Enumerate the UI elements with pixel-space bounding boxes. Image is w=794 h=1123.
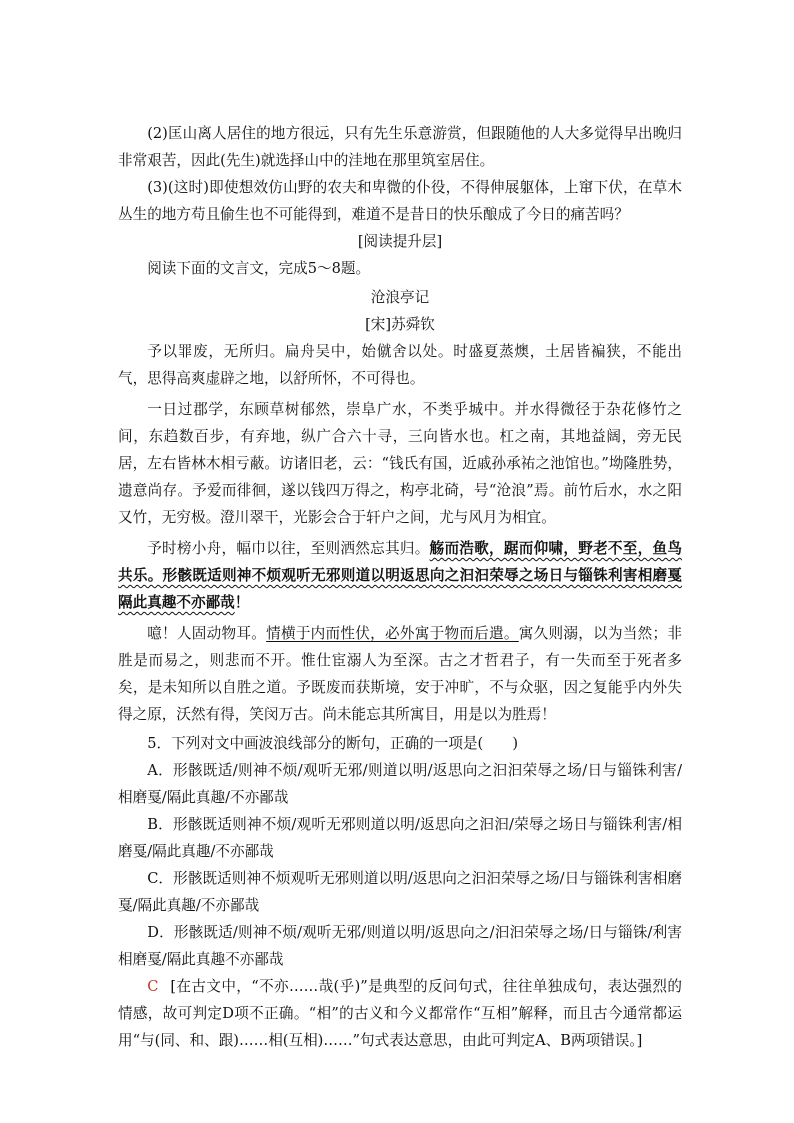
- answer-explanation: [118, 973, 682, 1054]
- essay-paragraph-4-lead: 噫！人固动物耳。: [147, 625, 267, 642]
- essay-paragraph-2: 一日过郡学，东顾草树郁然，崇阜广水，不类乎城中。并水得微径于杂花修竹之间，东趋数百步，有弃地，纵广合六十寻，三向皆水也。杠之南，其地益阔，旁无民居，左右皆林木相亏蔽。访诸旧老，云：“钱氏有国，近戚孙承祐之池馆也。”坳隆胜势，遗意尚存。予爱而徘徊，遂以钱四万得之，构亭北碕，号“沧浪”焉。前竹后水，水之阳又竹，无穷极。澄川翠干，光影会合于轩户之间，尤与风月为相宜。: [118, 401, 682, 526]
- option-d: D．形骸既适/则神不烦/观听无邪/则道以明/返思向之/汩汩荣辱之场/日与锱铢/利害相磨戛/隔此真趣不亦鄙哉: [118, 924, 682, 968]
- essay-paragraph-3: [118, 535, 682, 616]
- essay-paragraph-3-end: ！: [234, 594, 250, 611]
- instruction: 阅读下面的文言文，完成5～8题。: [147, 260, 371, 277]
- translation-sentence-2: (2)匡山离人居住的地方很远，只有先生乐意游赏，但跟随他的人大多觉得早出晚归非常艰苦，因此(先生)就选择山中的洼地在那里筑室居住。: [118, 125, 682, 169]
- underlined-sentence: 情横于内而性伏，必外寓于物而后遣。: [266, 625, 519, 642]
- essay-paragraph-1: 予以罪废，无所归。扁舟吴中，始僦舍以处。时盛夏蒸燠，土居皆褊狭，不能出气，思得高爽虚辟之地，以舒所怀，不可得也。: [118, 343, 682, 387]
- option-c: C．形骸既适则神不烦观听无邪则道以明/返思向之汩汩荣辱之场/日与锱铢利害相磨戛/隔此真趣/不亦鄙哉: [118, 870, 682, 914]
- essay-title: 沧浪亭记: [370, 289, 430, 306]
- essay-author: [宋]苏舜钦: [365, 316, 435, 333]
- essay-paragraph-4-rest: 寓久则溺，以为当然；非胜是而易之，则悲而不开。惟仕宦溺人为至深。古之才哲君子，有一失而至于死者多矣，是未知所以自胜之道。予既废而获斯境，安于冲旷，不与众驱，因之复能乎内外失得之原，沃然有得，笑闵万古。尚未能忘其所寓目，用是以为胜焉！: [118, 625, 682, 723]
- question-stem: 5．下列对文中画波浪线部分的断句，正确的一项是( ): [147, 735, 519, 752]
- essay-paragraph-3-lead: 予时榜小舟，幅巾以往，至则洒然忘其归。: [147, 540, 430, 557]
- document-page: [118, 120, 682, 1054]
- wavy-underlined-passage: 觞而浩歌，踞而仰啸，野老不至，鱼鸟共乐。形骸既适则神不烦观听无邪则道以明返思向之汩汩荣辱之场日与锱铢利害相磨戛隔此真趣不亦鄙哉: [118, 540, 682, 611]
- answer-text: [在古文中，“不亦……哉(乎)”是典型的反问句式，往往单独成句，表达强烈的情感，故可判定D项不正确。“相”的古义和今义都常作“互相”解释，而且古今通常都运用“与(同、和、跟)……相(互相)……”句式表达意思，由此可判定A、B两项错误。]: [118, 978, 682, 1049]
- section-title: [阅读提升层]: [357, 233, 443, 250]
- answer-letter: C: [147, 978, 159, 995]
- option-b: B．形骸既适则神不烦/观听无邪则道以明/返思向之汩汩/荣辱之场日与锱铢利害/相磨戛/隔此真趣/不亦鄙哉: [118, 816, 682, 860]
- essay-paragraph-4: [118, 620, 682, 728]
- option-a: A．形骸既适/则神不烦/观听无邪/则道以明/返思向之汩汩荣辱之场/日与锱铢利害/相磨戛/隔此真趣/不亦鄙哉: [118, 762, 682, 806]
- translation-sentence-3: (3)(这时)即使想效仿山野的农夫和卑微的仆役，不得伸展躯体，上窜下伏，在草木丛生的地方苟且偷生也不可能得到，难道不是昔日的快乐酿成了今日的痛苦吗？: [118, 179, 682, 223]
